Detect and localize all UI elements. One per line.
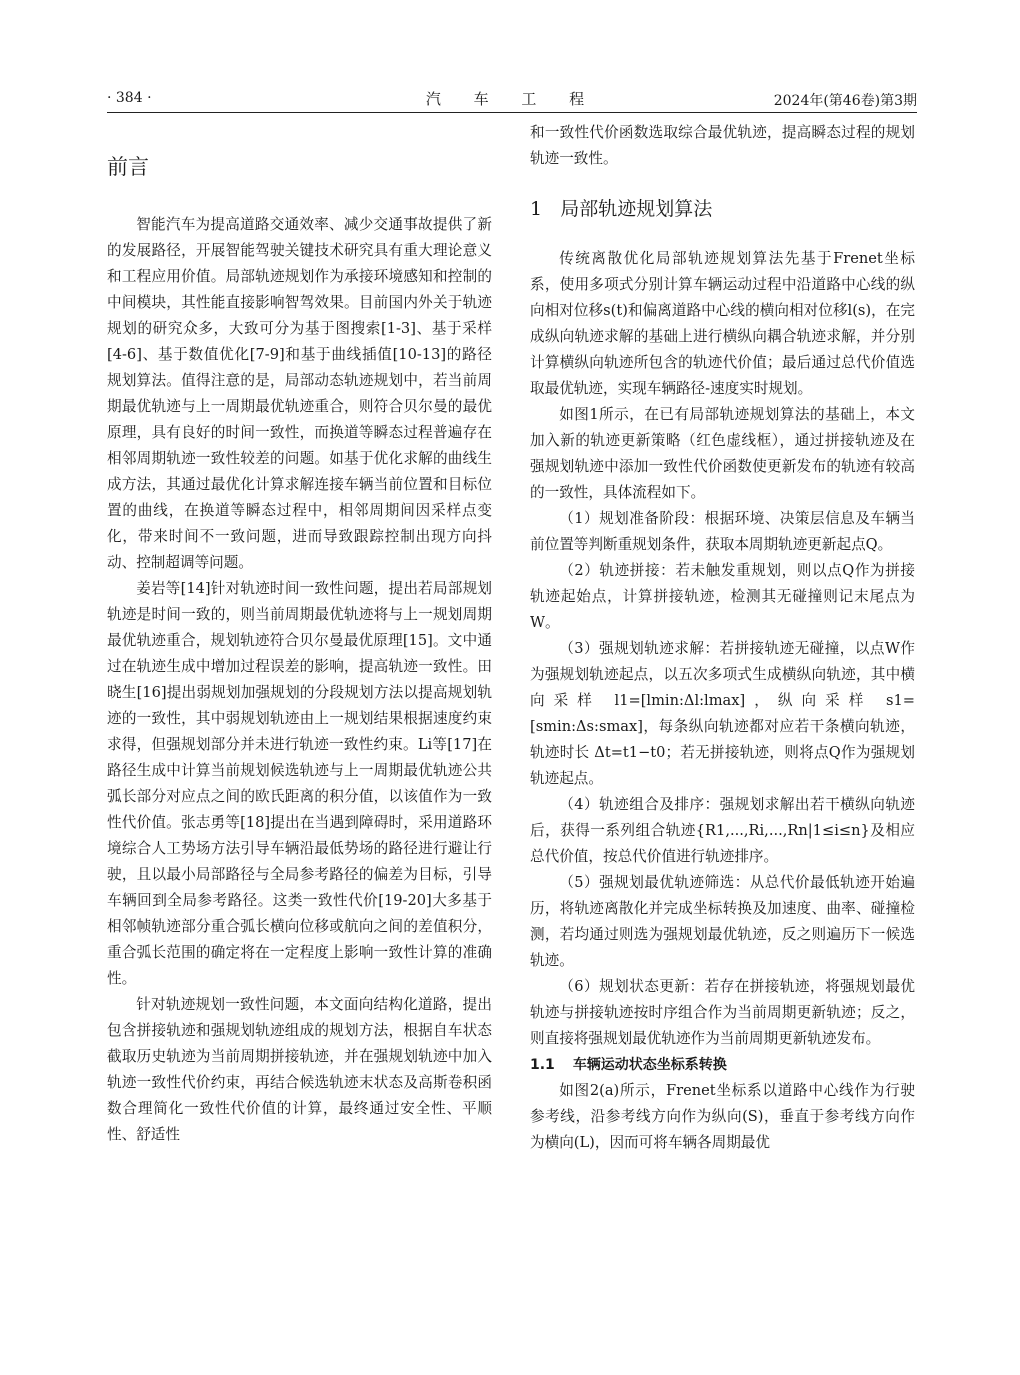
section-number: 1	[530, 198, 543, 220]
subsection-number: 1.1	[530, 1057, 555, 1073]
subsection-title: 车辆运动状态坐标系转换	[572, 1057, 727, 1073]
page-header	[107, 88, 917, 110]
paragraph: 如图1所示，在已有局部轨迹规划算法的基础上，本文加入新的轨迹更新策略（红色虚线框），通过拼接轨迹及在强规划轨迹中添加一致性代价函数使更新发布的轨迹有较高的一致性，具体流程如下。	[530, 406, 915, 501]
paragraph: 智能汽车为提高道路交通效率、减少交通事故提供了新的发展路径，开展智能驾驶关键技术研究具有重大理论意义和工程应用价值。局部轨迹规划作为承接环境感知和控制的中间模块，其性能直接影响智驾效果。目前国内外关于轨迹规划的研究众多，大致可分为基于图搜索[1-3]、基于采样[4-6]、基于数值优化[7-9]和基于曲线插值[10-13]的路径规划算法。值得注意的是，局部动态轨迹规划中，若当前周期最优轨迹与上一周期最优轨迹重合，则符合贝尔曼的最优原理，具有良好的时间一致性，而换道等瞬态过程普遍存在相邻周期轨迹一致性较差的问题。如基于优化求解的曲线生成方法，其通过最优化计算求解连接车辆当前位置和目标位置的曲线，在换道等瞬态过程中，相邻周期间因采样点变化，带来时间不一致问题，进而导致跟踪控制出现方向抖动、控制超调等问题。	[107, 216, 492, 571]
paragraph: 如图2(a)所示，Frenet坐标系以道路中心线作为行驶参考线，沿参考线方向作为纵向(S)，垂直于参考线方向作为横向(L)，因而可将车辆各周期最优	[530, 1082, 915, 1151]
step-1: （1）规划准备阶段：根据环境、决策层信息及车辆当前位置等判断重规划条件，获取本周期轨迹更新起点Q。	[530, 510, 915, 553]
left-column	[107, 120, 492, 1148]
header-rule	[107, 112, 917, 113]
paragraph: 和一致性代价函数选取综合最优轨迹，提高瞬态过程的规划轨迹一致性。	[530, 124, 915, 167]
step-2: （2）轨迹拼接：若未触发重规划，则以点Q作为拼接轨迹起始点，计算拼接轨迹，检测其无碰撞则记末尾点为W。	[530, 562, 915, 631]
section-heading-1	[530, 194, 915, 224]
paragraph: 姜岩等[14]针对轨迹时间一致性问题，提出若局部规划轨迹是时间一致的，则当前周期最优轨迹将与上一规划周期最优轨迹重合，规划轨迹符合贝尔曼最优原理[15]。文中通过在轨迹生成中增加过程误差的影响，提高轨迹一致性。田晓生[16]提出弱规划加强规划的分段规划方法以提高规划轨迹的一致性，其中弱规划轨迹由上一规划结果根据速度约束求得，但强规划部分并未进行轨迹一致性约束。Li等[17]在路径生成中计算当前规划候选轨迹与上一周期最优轨迹公共弧长部分对应点之间的欧氏距离的积分值，以该值作为一致性代价值。张志勇等[18]提出在当遇到障碍时，采用道路环境综合人工势场方法引导车辆沿最低势场的路径进行避让行驶，且以最小局部路径与全局参考路径的偏差为目标，引导车辆回到全局参考路径。这类一致性代价[19-20]大多基于相邻帧轨迹部分重合弧长横向位移或航向之间的差值积分，重合弧长范围的确定将在一定程度上影响一致性计算的准确性。	[107, 580, 492, 987]
subsection-heading-1-1	[530, 1052, 915, 1078]
step-4: （4）轨迹组合及排序：强规划求解出若干横纵向轨迹后，获得一系列组合轨迹{R1,...,Ri,...,Rn|1≤i≤n}及相应总代价值，按总代价值进行轨迹排序。	[530, 796, 915, 865]
step-5: （5）强规划最优轨迹筛选：从总代价最低轨迹开始遍历，将轨迹离散化并完成坐标转换及加速度、曲率、碰撞检测，若均通过则选为强规划最优轨迹，反之则遍历下一候选轨迹。	[530, 874, 915, 969]
page-number: · 384 ·	[107, 90, 152, 106]
journal-name: 汽 车 工 程	[425, 90, 599, 108]
section-title: 局部轨迹规划算法	[560, 198, 713, 220]
issue-info: 2024年(第46卷)第3期	[773, 93, 917, 109]
step-6: （6）规划状态更新：若存在拼接轨迹，将强规划最优轨迹与拼接轨迹按时序组合作为当前周期更新轨迹；反之，则直接将强规划最优轨迹作为当前周期更新轨迹发布。	[530, 978, 915, 1047]
right-column	[530, 120, 915, 1156]
section-heading-preface: 前言	[107, 155, 149, 179]
paragraph: 针对轨迹规划一致性问题，本文面向结构化道路，提出包含拼接轨迹和强规划轨迹组成的规划方法，根据自车状态截取历史轨迹为当前周期拼接轨迹，并在强规划轨迹中加入轨迹一致性代价约束，再结合候选轨迹末状态及高斯卷积函数合理简化一致性代价值的计算，最终通过安全性、平顺性、舒适性	[107, 996, 492, 1143]
paragraph: 传统离散优化局部轨迹规划算法先基于Frenet坐标系，使用多项式分别计算车辆运动过程中沿道路中心线的纵向相对位移s(t)和偏离道路中心线的横向相对位移l(s)，在完成纵向轨迹求解的基础上进行横纵向耦合轨迹求解，并分别计算横纵向轨迹所包含的轨迹代价值；最后通过总代价值选取最优轨迹，实现车辆路径-速度实时规划。	[530, 250, 915, 397]
step-3: （3）强规划轨迹求解：若拼接轨迹无碰撞，以点W作为强规划轨迹起点，以五次多项式生成横纵向轨迹，其中横向采样 l1=[lmin:Δl:lmax]，纵向采样 s1=[smin:Δs:smax]，每条纵向轨迹都对应若干条横向轨迹，轨迹时长 Δt=t1−t0；若无拼接轨迹，则将点Q作为强规划轨迹起点。	[530, 640, 915, 787]
